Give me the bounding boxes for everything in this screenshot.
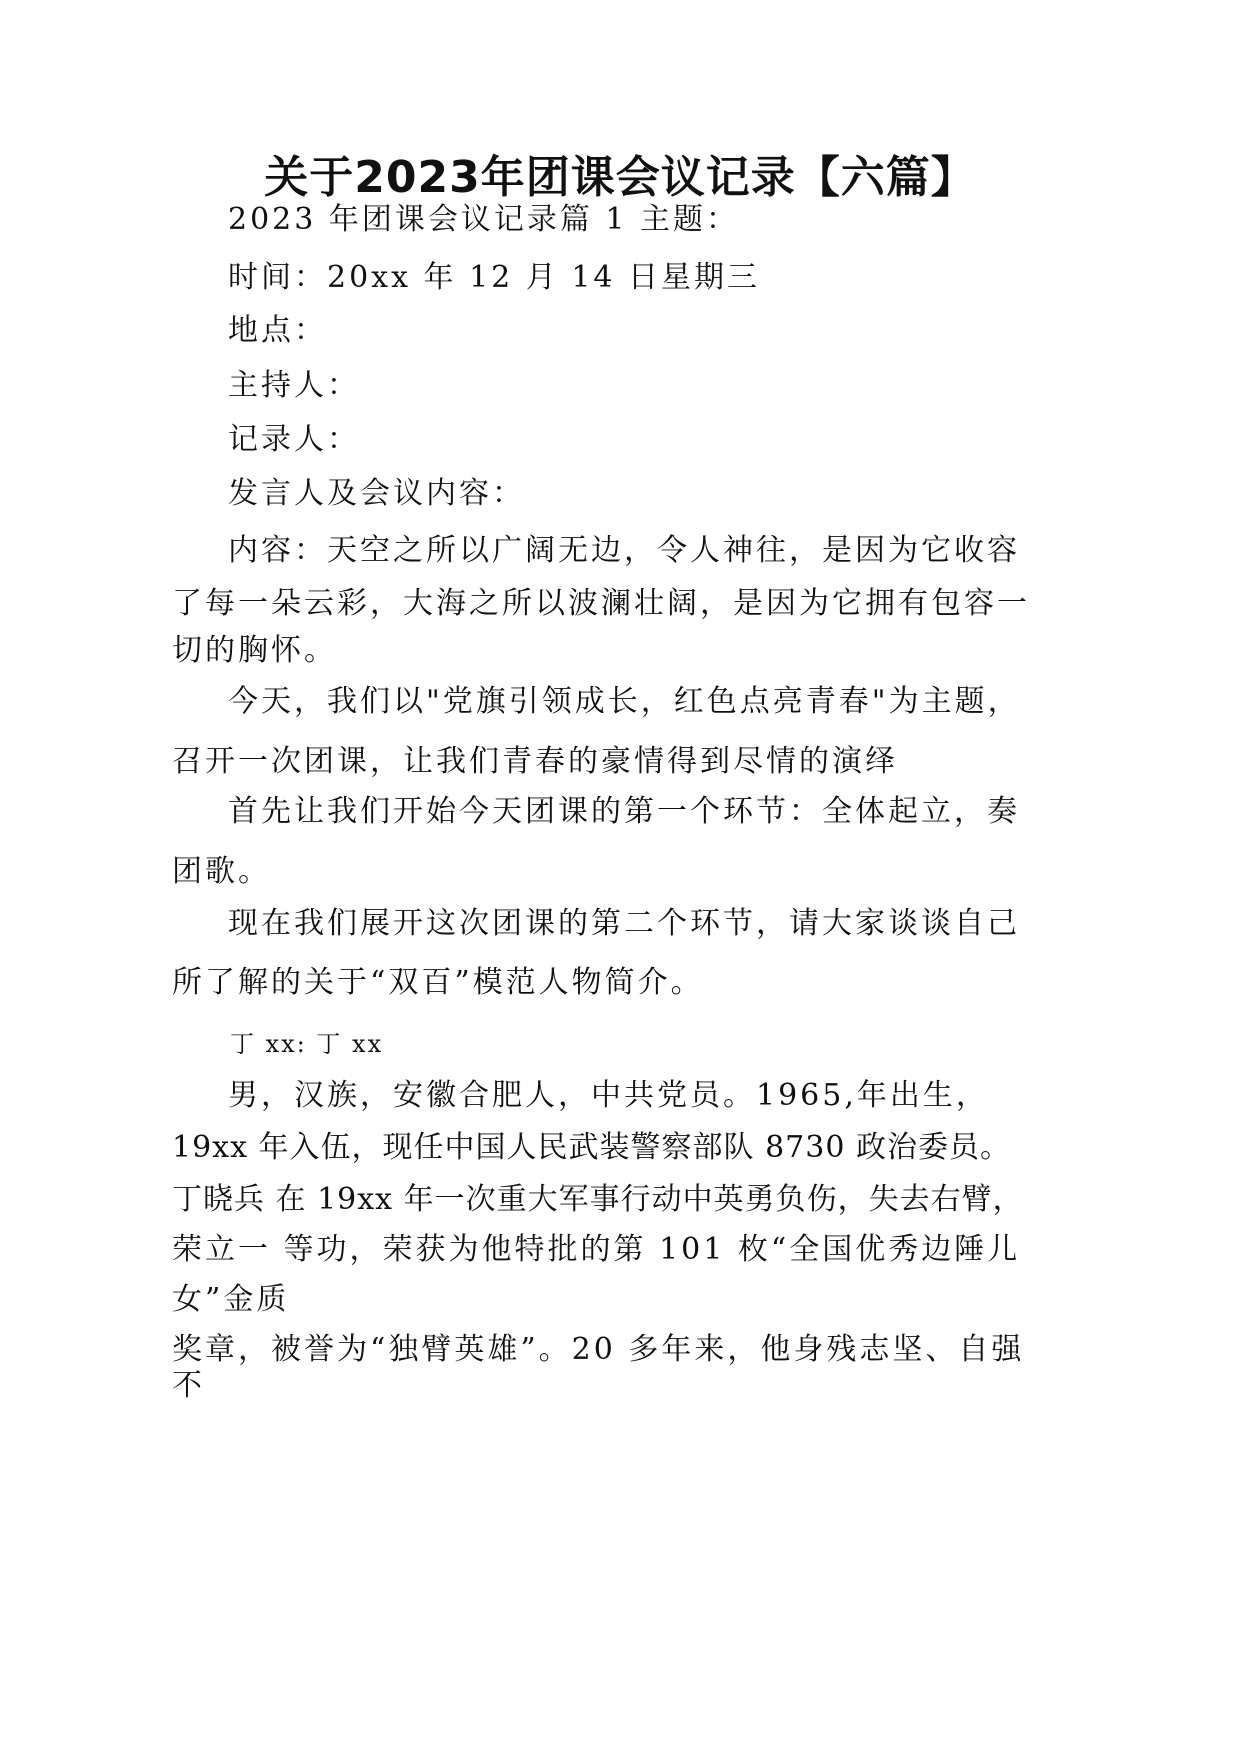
doc-line-bio-3: 丁晓兵 在 19xx 年一次重大军事行动中英勇负伤，失去右臂，	[172, 1182, 1024, 1217]
doc-line-content-1: 内容：天空之所以广阔无边，令人神往，是因为它收容	[228, 533, 1020, 568]
doc-line-second-step-1: 现在我们展开这次团课的第二个环节，请大家谈谈自己	[228, 906, 1020, 941]
doc-line-first-step-2: 团歌。	[172, 854, 271, 889]
doc-line-person-name: 丁 xx: 丁 xx	[230, 1030, 384, 1058]
doc-line-content-2: 了每一朵云彩，大海之所以波澜壮阔，是因为它拥有包容一	[172, 586, 1030, 621]
doc-line-speakers: 发言人及会议内容：	[228, 476, 525, 511]
doc-line-bio-1: 男，汉族，安徽合肥人，中共党员。1965,年出生，	[228, 1078, 989, 1113]
doc-line-theme-1: 今天，我们以"党旗引领成长，红色点亮青春"为主题，	[228, 684, 1021, 719]
doc-line-heading: 2023 年团课会议记录篇 1 主题：	[228, 202, 740, 237]
doc-line-theme-2: 召开一次团课，让我们青春的豪情得到尽情的演绎	[172, 744, 898, 779]
doc-line-bio-7: 不	[172, 1368, 205, 1403]
doc-line-bio-5: 女”金质	[172, 1282, 290, 1317]
doc-line-bio-2: 19xx 年入伍，现任中国人民武装警察部队 8730 政治委员。	[172, 1130, 1011, 1165]
doc-line-first-step-1: 首先让我们开始今天团课的第一个环节：全体起立，奏	[228, 794, 1020, 829]
document-title: 关于2023年团课会议记录【六篇】	[264, 152, 976, 203]
doc-line-bio-4: 荣立一 等功，荣获为他特批的第 101 枚“全国优秀边陲儿	[172, 1232, 1021, 1267]
doc-line-place: 地点：	[228, 313, 327, 348]
doc-line-content-3: 切的胸怀。	[172, 633, 337, 668]
doc-line-time: 时间：20xx 年 12 月 14 日星期三	[228, 260, 761, 295]
doc-line-second-step-2: 所了解的关于“双百”模范人物简介。	[172, 965, 704, 1000]
doc-line-host: 主持人：	[228, 368, 360, 403]
doc-line-bio-6: 奖章，被誉为“独臂英雄”。20 多年来，他身残志坚、自强	[172, 1332, 1025, 1367]
doc-line-recorder: 记录人：	[228, 422, 360, 457]
